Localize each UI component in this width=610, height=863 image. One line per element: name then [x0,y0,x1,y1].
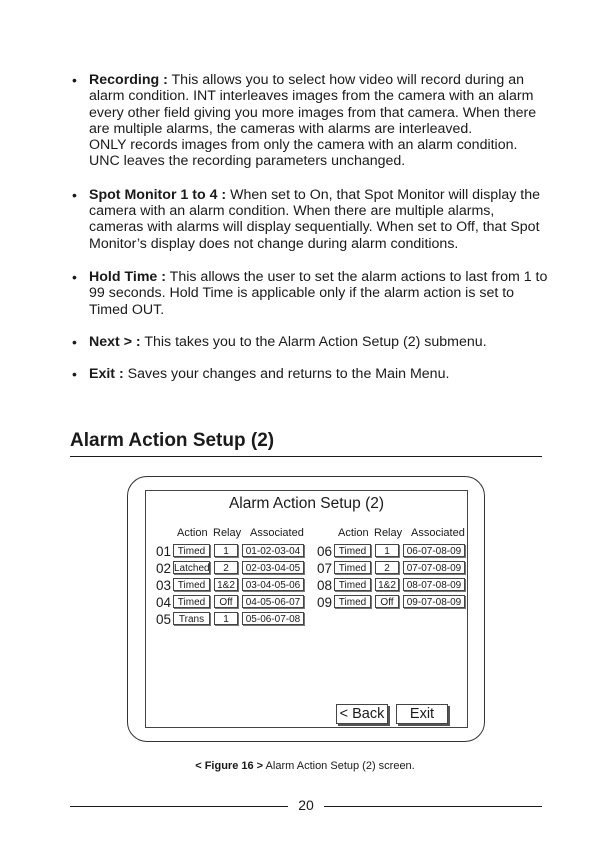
relay-field[interactable]: 1 [375,544,399,557]
relay-field[interactable]: Off [375,595,399,608]
alarm-number: 08 [317,578,333,593]
action-field[interactable]: Timed [173,578,210,591]
alarm-number: 04 [156,595,172,610]
relay-field[interactable]: 2 [375,561,399,574]
associated-field[interactable]: 04-05-06-07 [242,595,304,608]
alarm-number: 07 [317,561,333,576]
associated-field[interactable]: 08-07-08-09 [403,578,465,591]
bullet-text-only: ONLY records images from only the camera with an alarm condition. [89,137,518,154]
bullet-text: When set to On, that Spot Monitor will display the camera with an alarm condition. When there are multiple alarms, cameras with alarms will display sequentially. When set to Off, that Spot Monitor’s display does not change during alarm conditions. [89,186,540,252]
alarm-number: 01 [156,544,172,559]
relay-field[interactable]: 1 [214,612,238,625]
header-relay: Relay [213,527,242,539]
back-button[interactable]: < Back [336,704,388,724]
footer-rule-right [324,806,542,807]
header-associated: Associated [250,527,304,539]
footer-rule-left [70,806,288,807]
action-field[interactable]: Timed [173,544,210,557]
bullet-term: Next > : [89,333,141,350]
action-field[interactable]: Timed [334,595,371,608]
screen-title: Alarm Action Setup (2) [228,495,385,512]
header-associated: Associated [411,527,465,539]
bullet-exit [70,366,550,382]
associated-field[interactable]: 09-07-08-09 [403,595,465,608]
action-field[interactable]: Timed [173,595,210,608]
alarm-number: 05 [156,612,172,627]
alarm-action-screen [145,490,468,728]
action-field[interactable]: Trans [173,612,210,625]
bullet-hold-time [70,269,550,318]
bullet-text: This takes you to the Alarm Action Setup (2) submenu. [140,333,487,350]
bullet-text: This allows the user to set the alarm actions to last from 1 to 99 seconds. Hold Time is applicable only if the alarm action is set to Timed OUT. [89,268,548,318]
exit-button[interactable]: Exit [396,704,448,724]
bullet-list [70,72,550,382]
header-action: Action [338,527,369,539]
alarm-number: 03 [156,578,172,593]
associated-field[interactable]: 01-02-03-04 [242,544,304,557]
header-action: Action [177,527,208,539]
figure-caption [0,760,610,772]
bullet-text-unc: UNC leaves the recording parameters unchanged. [89,153,406,170]
bullet-recording [70,72,550,170]
action-field[interactable]: Timed [334,561,371,574]
relay-field[interactable]: 1&2 [375,578,399,591]
page-number: 20 [298,797,314,813]
figure-caption-text: Alarm Action Setup (2) screen. [263,760,415,772]
associated-field[interactable]: 03-04-05-06 [242,578,304,591]
section-title: Alarm Action Setup (2) [70,430,542,457]
bullet-spot-monitor [70,187,550,252]
relay-field[interactable]: Off [214,595,238,608]
associated-field[interactable]: 06-07-08-09 [403,544,465,557]
header-relay: Relay [374,527,403,539]
relay-field[interactable]: 2 [214,561,238,574]
bullet-term: Spot Monitor 1 to 4 : [89,186,227,203]
action-field[interactable]: Latched [174,563,210,574]
associated-field[interactable]: 05-06-07-08 [242,612,304,625]
alarm-number: 02 [156,561,172,576]
bullet-term: Hold Time : [89,268,166,285]
alarm-number: 06 [317,544,333,559]
associated-field[interactable]: 02-03-04-05 [242,561,304,574]
relay-field[interactable]: 1&2 [214,578,238,591]
bullet-next [70,334,550,350]
bullet-term: Recording : [89,72,168,88]
bullet-term: Exit : [89,366,124,383]
alarm-number: 09 [317,595,333,610]
figure-label: < Figure 16 > [195,760,264,772]
action-field[interactable]: Timed [334,578,371,591]
relay-field[interactable]: 1 [214,544,238,557]
action-field[interactable]: Timed [334,544,371,557]
bullet-text: This allows you to select how video will record during an alarm condition. INT interleaves images from the camera with an alarm every other field giving you more images from that camera. When there are multiple alarms, the cameras with alarms are interleaved. [89,72,537,137]
bullet-text: Saves your changes and returns to the Main Menu. [123,366,450,383]
associated-field[interactable]: 07-07-08-09 [403,561,465,574]
